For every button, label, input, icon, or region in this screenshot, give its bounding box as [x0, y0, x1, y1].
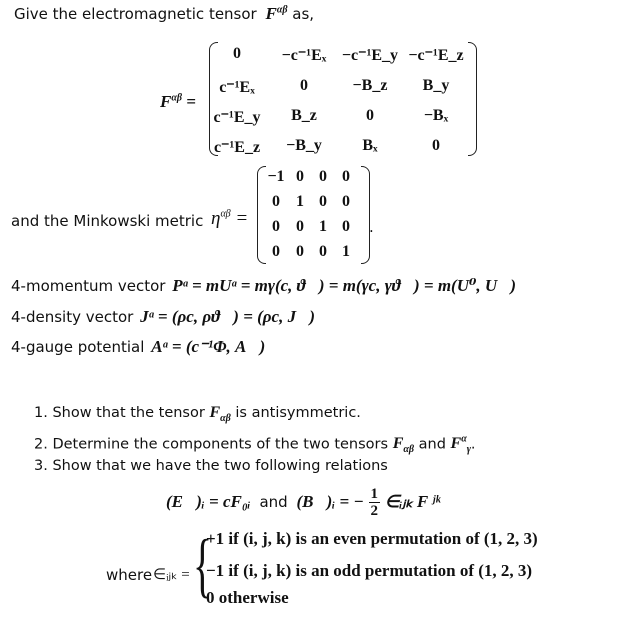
density-equation: Jᵅ = (ρc, ρϑ⃗) = (ρc, J⃗)	[140, 307, 315, 326]
metric-cell: 0	[272, 193, 280, 210]
metric-cell: 0	[342, 218, 350, 235]
where-label: where	[106, 566, 153, 584]
minkowski-label: and the Minkowski metric	[11, 212, 204, 230]
metric-cell: 1	[319, 218, 327, 235]
gauge-equation: Aᵅ = (c⁻¹Φ, A⃗)	[151, 337, 266, 356]
metric-period: .	[369, 218, 374, 236]
metric-cell: 1	[342, 243, 350, 260]
intro-line: Give the electromagnetic tensor	[14, 5, 257, 23]
tensor-right-bracket	[468, 42, 477, 156]
levi-civita-symbol: ∈ᵢⱼₖ =	[153, 567, 190, 583]
tensor-cell: 0	[300, 77, 308, 94]
metric-cell: 0	[342, 193, 350, 210]
relation-b-lhs: (B⃗)ᵢ = −	[296, 492, 364, 511]
cases-brace: {	[193, 525, 213, 605]
question-2: 2. Determine the components of the two tensors $F_{\alpha\beta}$ and $F^\alpha_\gamma$.	[34, 434, 476, 456]
tensor-cell: B_y	[422, 77, 450, 94]
tensor-cell: −B_z	[352, 77, 388, 94]
intro-suffix: as,	[292, 5, 315, 23]
tensor-cell: 0	[233, 45, 241, 62]
tensor-cell: Bₓ	[362, 137, 378, 154]
metric-cell: 0	[319, 193, 327, 210]
tensor-symbol-inline: $F^{\alpha\beta}$	[265, 4, 288, 23]
tensor-cell: −B_y	[286, 137, 322, 154]
metric-cell: 0	[296, 218, 304, 235]
metric-cell: 0	[272, 218, 280, 235]
tensor-cell: −c⁻¹Eₓ	[281, 47, 327, 64]
relations-line	[166, 486, 440, 519]
question-3: 3. Show that we have the two following relations	[34, 458, 388, 474]
case-even: +1 if (i, j, k) is an even permutation of (1, 2, 3)	[206, 529, 538, 548]
density-line	[11, 307, 315, 327]
tensor-cell: 0	[432, 137, 440, 154]
case-otherwise: 0 otherwise	[206, 588, 289, 607]
tensor-cell: 0	[366, 107, 374, 124]
metric-cell: 1	[296, 193, 304, 210]
momentum-label: 4-momentum vector	[11, 277, 166, 295]
tensor-cell: c⁻¹Eₓ	[219, 79, 255, 96]
metric-cell: 0	[342, 168, 350, 185]
tensor-cell: −c⁻¹E_y	[341, 47, 399, 64]
tensor-cell: −c⁻¹E_z	[408, 47, 464, 64]
momentum-line	[11, 276, 516, 296]
intro-text	[14, 4, 314, 24]
relation-e: (E⃗)ᵢ = cF₀ᵢ	[166, 492, 251, 511]
gauge-line	[11, 337, 265, 357]
tensor-cell: B_z	[291, 107, 317, 124]
relation-fraction: $\frac{1}{2}$	[370, 486, 378, 519]
metric-cell: 0	[296, 243, 304, 260]
tensor-lhs: $F^{\alpha\beta}$ =	[160, 92, 196, 111]
density-label: 4-density vector	[11, 308, 134, 326]
relation-and: and	[259, 493, 288, 511]
tensor-cell: c⁻¹E_y	[213, 109, 261, 126]
momentum-equation: Pᵅ = mUᵅ = mγ(c, ϑ⃗) = m(γc, γϑ⃗) = m(U⁰, U⃗)	[172, 276, 517, 295]
gauge-label: 4-gauge potential	[11, 338, 145, 356]
metric-cell: 0	[296, 168, 304, 185]
relation-b-rhs: ∈ᵢⱼₖ F ʲᵏ	[384, 492, 441, 511]
case-odd: −1 if (i, j, k) is an odd permutation of (1, 2, 3)	[206, 561, 533, 580]
metric-cell: −1	[267, 168, 285, 185]
question-1: 1. Show that the tensor $F_{\alpha\beta}$ is antisymmetric.	[34, 404, 361, 425]
minkowski-symbol: $\eta^{\alpha\beta}$ =	[211, 208, 249, 229]
tensor-cell: c⁻¹E_z	[213, 139, 261, 156]
metric-cell: 0	[319, 243, 327, 260]
tensor-cell: −Bₓ	[423, 107, 449, 124]
metric-cell: 0	[272, 243, 280, 260]
metric-cell: 0	[319, 168, 327, 185]
